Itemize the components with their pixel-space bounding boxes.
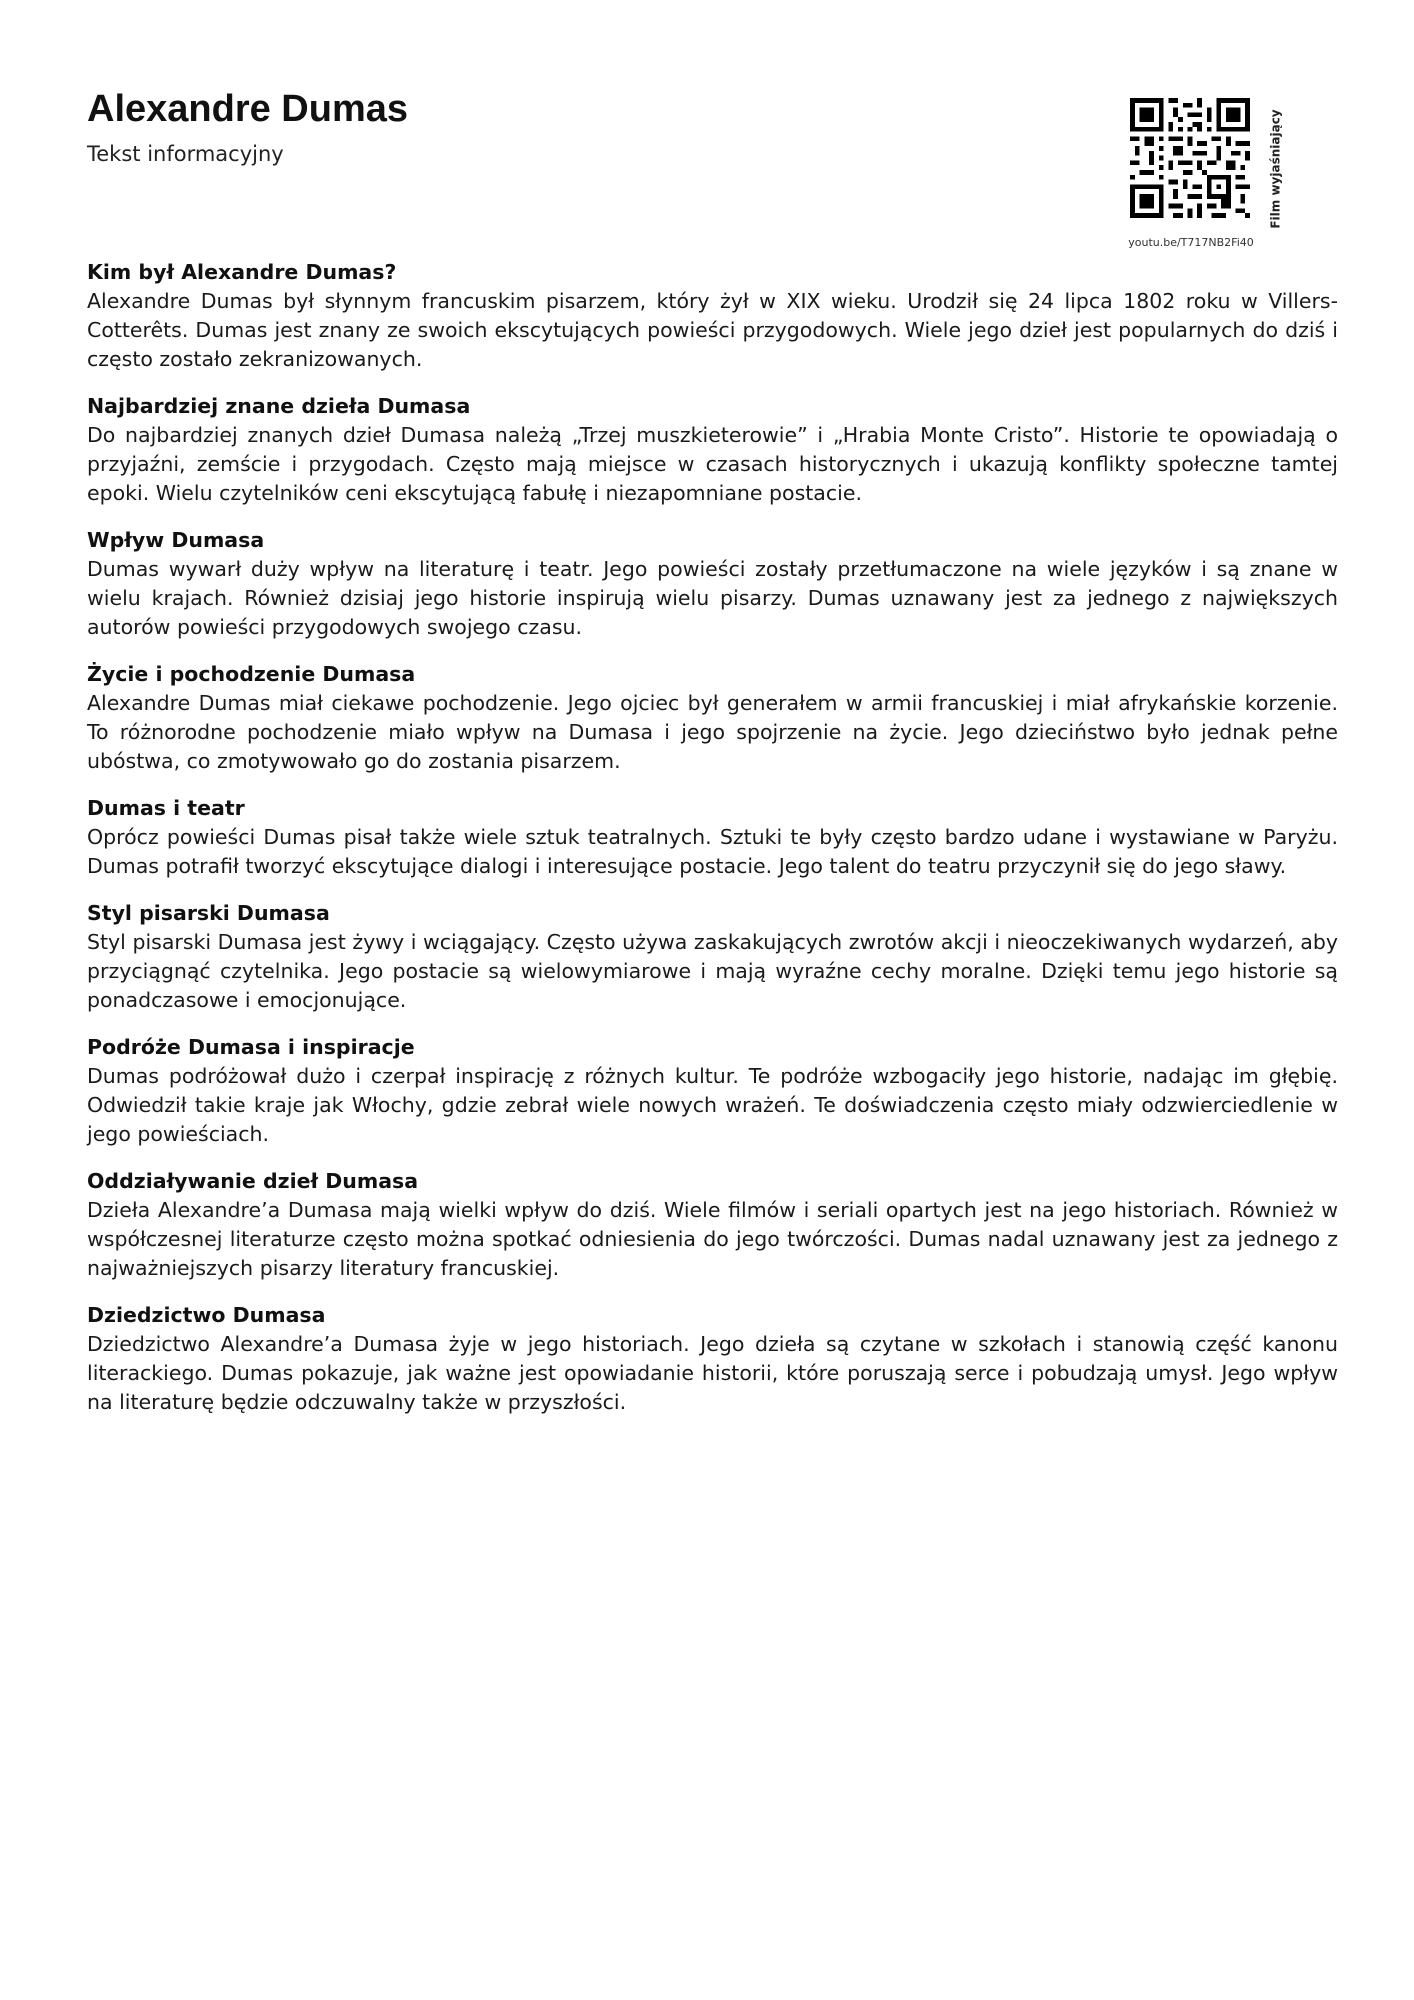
qr-code-icon[interactable] [1130,98,1250,218]
section-styl [87,898,1338,1015]
page-title: Alexandre Dumas [87,88,409,130]
section-kim-byl [87,257,1338,374]
section-heading: Życie i pochodzenie Dumasa [87,662,416,686]
section-wplyw [87,525,1338,642]
section-text: Styl pisarski Dumasa jest żywy i wciągający. Często używa zaskakujących zwrotów akcji i nieoczekiwanych wydarzeń, aby przyciągnąć czytelnika. Jego postacie są wielowymiarowe i mają wyraźne cechy moralne. Dzięki temu jego historie są ponadczasowe i emocjonujące. [87,930,1338,1012]
section-heading: Dumas i teatr [87,796,245,820]
qr-label-text: Film wyjaśniający [1269,109,1283,229]
section-text: Dziedzictwo Alexandre’a Dumasa żyje w jego historiach. Jego dzieła są czytane w szkołach i stanowią część kanonu literackiego. Dumas pokazuje, jak ważne jest opowiadanie historii, które poruszają serce i pobudzają umysł. Jego wpływ na literaturę będzie odczuwalny także w przyszłości. [87,1332,1338,1414]
section-heading: Oddziaływanie dzieł Dumasa [87,1169,419,1193]
section-text: Dzieła Alexandre’a Dumasa mają wielki wpływ do dziś. Wiele filmów i seriali opartych jest na jego historiach. Również w współczesnej literaturze często można spotkać odniesienia do jego twórczości. Dumas nadal uznawany jest za jednego z najważniejszych pisarzy literatury francuskiej. [87,1198,1338,1280]
document-body [87,257,1338,1434]
section-heading: Kim był Alexandre Dumas? [87,260,397,284]
section-heading: Najbardziej znane dzieła Dumasa [87,394,471,418]
section-heading: Dziedzictwo Dumasa [87,1303,326,1327]
qr-url: youtu.be/T717NB2Fi40 [1128,236,1254,249]
section-text: Alexandre Dumas miał ciekawe pochodzenie. Jego ojciec był generałem w armii francuskiej i miał afrykańskie korzenie. To różnorodne pochodzenie miało wpływ na Dumasa i jego spojrzenie na życie. Jego dzieciństwo było jednak pełne ubóstwa, co zmotywowało go do zostania pisarzem. [87,691,1338,773]
section-podroze [87,1032,1338,1149]
page-subtitle: Tekst informacyjny [87,142,284,166]
section-heading: Styl pisarski Dumasa [87,901,330,925]
section-oddzialywanie [87,1166,1338,1283]
qr-label-vertical [1266,104,1286,234]
section-text: Dumas podróżował dużo i czerpał inspirację z różnych kultur. Te podróże wzbogaciły jego historie, nadając im głębię. Odwiedził takie kraje jak Włochy, gdzie zebrał wiele nowych wrażeń. Te doświadczenia często miały odzwierciedlenie w jego powieściach. [87,1064,1338,1146]
section-znane-dziela [87,391,1338,508]
section-dziedzictwo [87,1300,1338,1417]
section-text: Do najbardziej znanych dzieł Dumasa należą „Trzej muszkieterowie” i „Hrabia Monte Cristo”. Historie te opowiadają o przyjaźni, zemście i przygodach. Często mają miejsce w czasach historycznych i ukazują konflikty społeczne tamtej epoki. Wielu czytelników ceni ekscytującą fabułę i niezapomniane postacie. [87,423,1338,505]
section-heading: Wpływ Dumasa [87,528,265,552]
section-text: Dumas wywarł duży wpływ na literaturę i teatr. Jego powieści zostały przetłumaczone na wiele języków i są znane w wielu krajach. Również dzisiaj jego historie inspirują wielu pisarzy. Dumas uznawany jest za jednego z największych autorów powieści przygodowych swojego czasu. [87,557,1338,639]
section-text: Oprócz powieści Dumas pisał także wiele sztuk teatralnych. Sztuki te były często bardzo udane i wystawiane w Paryżu. Dumas potrafił tworzyć ekscytujące dialogi i interesujące postacie. Jego talent do teatru przyczynił się do jego sławy. [87,825,1338,878]
section-heading: Podróże Dumasa i inspiracje [87,1035,415,1059]
section-zycie [87,659,1338,776]
section-teatr [87,793,1338,881]
section-text: Alexandre Dumas był słynnym francuskim pisarzem, który żył w XIX wieku. Urodził się 24 lipca 1802 roku w Villers-Cotterêts. Dumas jest znany ze swoich ekscytujących powieści przygodowych. Wiele jego dzieł jest popularnych do dziś i często zostało zekranizowanych. [87,289,1338,371]
